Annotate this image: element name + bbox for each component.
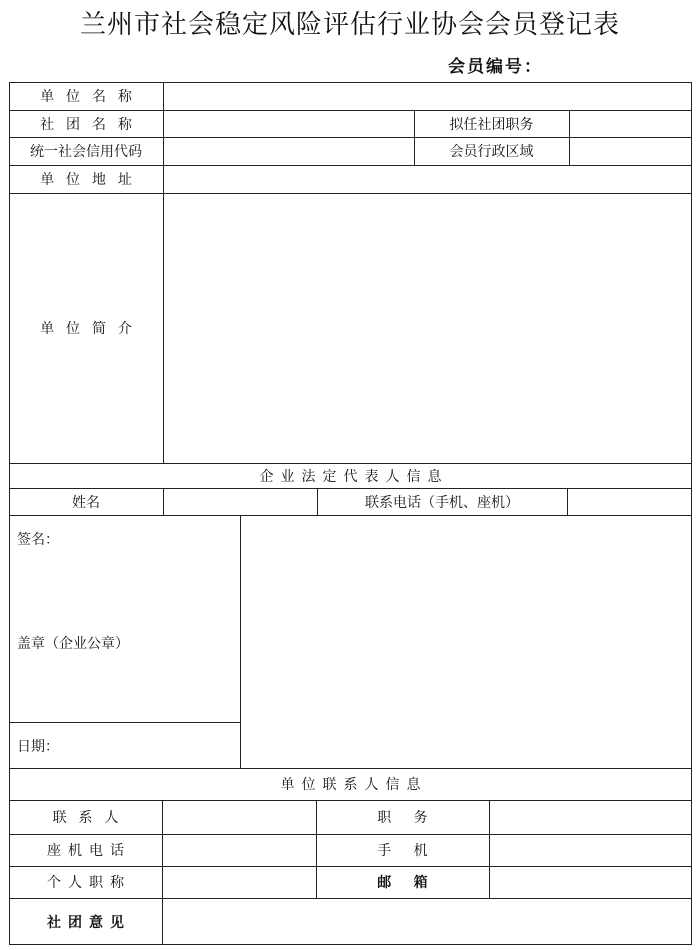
association-position-label: 拟任社团职务 <box>449 116 534 133</box>
district-label: 会员行政区域 <box>449 144 534 160</box>
mobile-label: 手机 <box>377 843 451 859</box>
association-name-label: 社团名称 <box>40 116 144 133</box>
unit-address-label: 单位地址 <box>40 172 144 188</box>
legal-rep-name-field[interactable] <box>164 489 317 514</box>
legal-rep-notes-area[interactable] <box>241 516 691 767</box>
contact-duty-field[interactable] <box>490 801 691 833</box>
legal-rep-phone-field[interactable] <box>568 489 691 514</box>
email-field[interactable] <box>490 867 691 897</box>
contact-person-field[interactable] <box>163 801 316 833</box>
contact-section-title: 单位联系人信息 <box>280 777 428 793</box>
unit-intro-field[interactable] <box>164 194 691 462</box>
association-position-field[interactable] <box>570 111 691 136</box>
association-name-field[interactable] <box>164 111 414 136</box>
unit-intro-label: 单位简介 <box>40 321 144 337</box>
credit-code-field[interactable] <box>164 138 414 164</box>
contact-duty-label: 职务 <box>377 810 451 826</box>
landline-label: 座机电话 <box>47 843 131 859</box>
association-opinion-label: 社团意见 <box>47 914 131 931</box>
form-title: 兰州市社会稳定风险评估行业协会会员登记表 <box>79 10 620 40</box>
date-label: 日期： <box>17 739 59 755</box>
landline-field[interactable] <box>163 835 316 865</box>
mobile-field[interactable] <box>490 835 691 865</box>
legal-rep-phone-label: 联系电话（手机、座机） <box>365 494 519 511</box>
email-label: 邮箱 <box>377 875 451 891</box>
district-field[interactable] <box>570 138 691 164</box>
signature-label: 签名： <box>17 532 59 548</box>
association-opinion-field[interactable] <box>163 899 691 944</box>
contact-person-label: 联系人 <box>52 810 131 826</box>
professional-title-field[interactable] <box>163 867 316 897</box>
member-number-label: 会员编号： <box>448 57 543 77</box>
seal-label: 盖章（企业公章） <box>17 636 129 652</box>
professional-title-label: 个人职称 <box>47 875 131 891</box>
unit-name-field[interactable] <box>164 83 691 109</box>
credit-code-label: 统一社会信用代码 <box>30 144 142 160</box>
legal-rep-section-title: 企业法定代表人信息 <box>259 468 449 485</box>
signature-field[interactable] <box>10 548 239 628</box>
legal-rep-name-label: 姓名 <box>72 494 100 511</box>
unit-name-label: 单位名称 <box>40 89 144 105</box>
unit-address-field[interactable] <box>164 166 691 192</box>
